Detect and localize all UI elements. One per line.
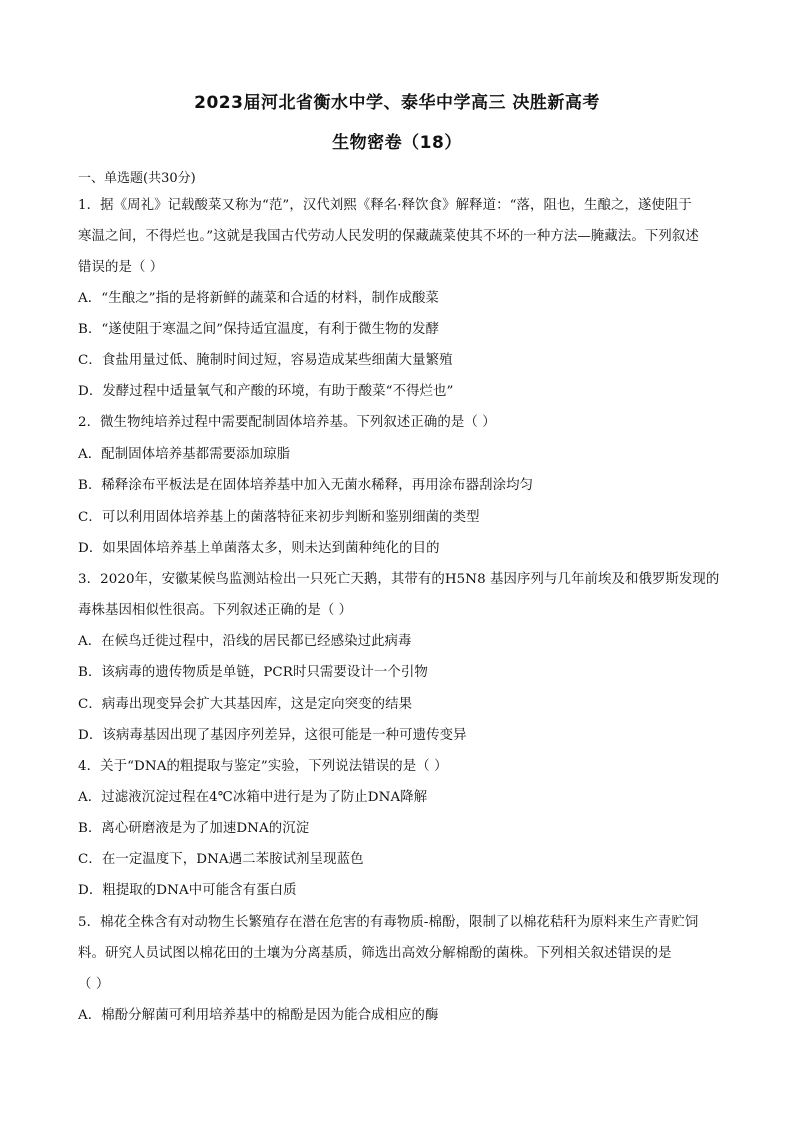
question-1-line-3: 错误的是（ ） (78, 260, 164, 275)
question-4-option-c: C．在一定温度下，DNA遇二苯胺试剂呈现蓝色 (78, 852, 364, 867)
question-5-option-a: A．棉酚分解菌可利用培养基中的棉酚是因为能合成相应的酶 (78, 1008, 439, 1023)
question-5-line-2: 料。研究人员试图以棉花田的土壤为分离基质，筛选出高效分解棉酚的菌株。下列相关叙述错误的是 (78, 946, 672, 961)
question-1-line-2: 寒温之间，不得烂也。”这就是我国古代劳动人民发明的保藏蔬菜使其不坏的一种方法—腌藏法。下列叙述 (78, 229, 699, 244)
question-2-option-a: A．配制固体培养基都需要添加琼脂 (78, 447, 291, 462)
question-1-option-d: D．发酵过程中适量氧气和产酸的环境，有助于酸菜“不得烂也” (78, 384, 454, 399)
document-title: 2023届河北省衡水中学、泰华中学高三 决胜新高考 (194, 93, 600, 113)
question-5-line-3: （ ） (78, 977, 110, 992)
question-1-option-b: B．“遂使阻于寒温之间”保持适宜温度，有利于微生物的发酵 (78, 322, 440, 337)
question-1-option-a: A．“生酿之”指的是将新鲜的蔬菜和合适的材料，制作成酸菜 (78, 291, 439, 306)
question-1-option-c: C．食盐用量过低、腌制时间过短，容易造成某些细菌大量繁殖 (78, 353, 453, 368)
question-4-option-b: B．离心研磨液是为了加速DNA的沉淀 (78, 821, 310, 836)
question-2-option-d: D．如果固体培养基上单菌落太多，则未达到菌种纯化的目的 (78, 541, 440, 556)
section-heading: 一、单选题(共30分) (78, 171, 196, 186)
question-3-option-d: D．该病毒基因出现了基因序列差异，这很可能是一种可遗传变异 (78, 728, 467, 743)
question-3-option-b: B．该病毒的遗传物质是单链，PCR时只需要设计一个引物 (78, 665, 428, 680)
question-4-option-d: D．粗提取的DNA中可能含有蛋白质 (78, 883, 297, 898)
question-4-option-a: A．过滤液沉淀过程在4℃冰箱中进行是为了防止DNA降解 (78, 790, 428, 805)
question-3-option-c: C．病毒出现变异会扩大其基因库，这是定向突变的结果 (78, 697, 413, 712)
document-subtitle: 生物密卷（18） (332, 133, 462, 153)
question-5-line-1: 5．棉花全株含有对动物生长繁殖存在潜在危害的有毒物质-棉酚，限制了以棉花秸秆为原料来生产青贮饲 (78, 915, 699, 930)
question-2-stem: 2．微生物纯培养过程中需要配制固体培养基。下列叙述正确的是（ ） (78, 415, 496, 430)
question-2-option-b: B．稀释涂布平板法是在固体培养基中加入无菌水稀释，再用涂布器刮涂均匀 (78, 478, 534, 493)
question-3-line-2: 毒株基因相似性很高。下列叙述正确的是（ ） (78, 603, 353, 618)
question-3-option-a: A．在候鸟迁徙过程中，沿线的居民都已经感染过此病毒 (78, 634, 412, 649)
question-1-line-1: 1．据《周礼》记载酸菜又称为“范”，汉代刘熙《释名·释饮食》解释道：“落，阻也，生酿之，遂使阻于 (78, 198, 692, 213)
question-2-option-c: C．可以利用固体培养基上的菌落特征来初步判断和鉴别细菌的类型 (78, 510, 480, 525)
question-4-stem: 4．关于“DNA的粗提取与鉴定”实验，下列说法错误的是（ ） (78, 759, 448, 774)
question-3-line-1: 3．2020年，安徽某候鸟监测站检出一只死亡天鹅，其带有的H5N8 基因序列与几年前埃及和俄罗斯发现的 (78, 572, 720, 587)
